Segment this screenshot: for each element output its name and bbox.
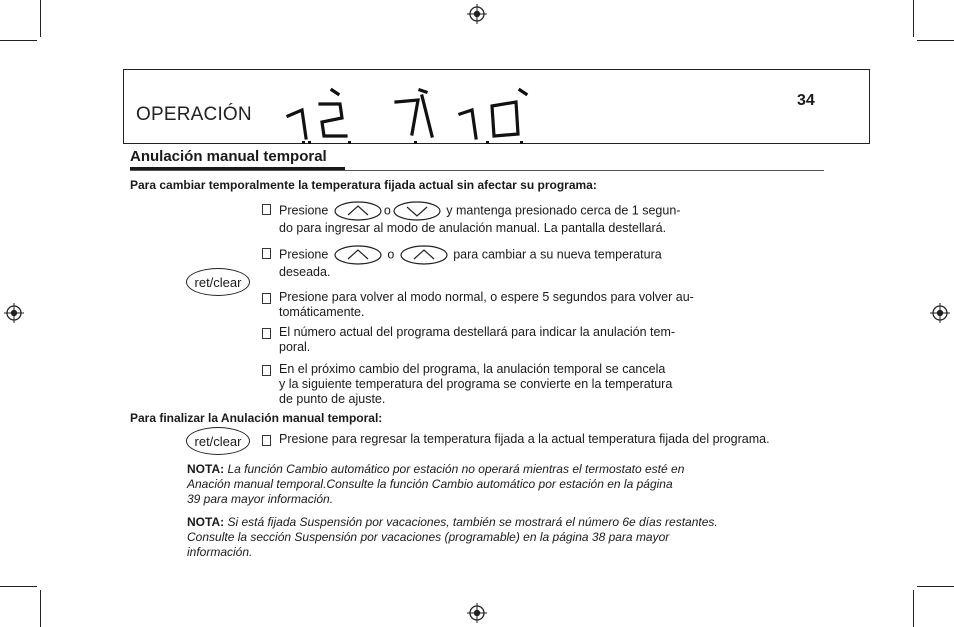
section-title: Anulación manual temporal xyxy=(130,148,327,165)
up-arrow-button-icon xyxy=(400,245,448,265)
note-label: NOTA: xyxy=(187,515,225,529)
crop-mark xyxy=(0,586,37,587)
bullet-box-icon xyxy=(262,435,271,446)
crop-mark xyxy=(917,586,954,587)
list-item xyxy=(262,290,839,320)
crop-mark xyxy=(913,590,914,627)
crop-mark xyxy=(917,40,954,41)
registration-mark-icon xyxy=(467,603,487,623)
ret-clear-button: ret/clear xyxy=(186,268,250,296)
page-number: 34 xyxy=(797,92,815,109)
bullet-text: Presione xyxy=(279,203,329,218)
note-text: información. xyxy=(187,545,253,559)
bullet-text: o xyxy=(387,247,395,262)
down-arrow-button-icon xyxy=(393,201,441,221)
note-text: 39 para mayor información. xyxy=(187,492,334,506)
note-text: Consulte la sección Suspensión por vacaciones (programable) en la página 38 para mayor xyxy=(187,530,670,544)
bullet-box-icon xyxy=(262,365,271,376)
bullet-text: o xyxy=(383,203,391,218)
crop-mark xyxy=(40,0,41,37)
bullet-text: de punto de ajuste. xyxy=(279,392,386,406)
bullet-box-icon xyxy=(262,328,271,339)
bullet-text: En el próximo cambio del programa, la anulación temporal se cancela xyxy=(279,362,666,376)
bullet-text: Presione xyxy=(279,247,329,262)
list-item xyxy=(262,325,819,355)
bullet-box-icon xyxy=(262,204,271,215)
registration-mark-icon xyxy=(467,4,487,24)
lcd-digits-graphic xyxy=(280,86,540,148)
note-text: La función Cambio automático por estación no operará mientras el termostato esté en xyxy=(227,462,685,476)
crop-mark xyxy=(913,0,914,37)
crop-mark xyxy=(40,590,41,627)
ret-clear-button: ret/clear xyxy=(186,427,250,455)
bullet-text: tomáticamente. xyxy=(279,305,365,319)
finish-intro: Para finalizar la Anulación manual temporal: xyxy=(130,411,383,425)
bullet-text: El número actual del programa destellará para indicar la anulación tem- xyxy=(279,325,676,339)
bullet-text: Presione para regresar la temperatura fijada a la actual temperatura fijada del programa. xyxy=(279,432,770,446)
bullet-text: y la siguiente temperatura del programa se convierte en la temperatura xyxy=(279,377,673,391)
bullet-box-icon xyxy=(262,293,271,304)
bullet-text: poral. xyxy=(279,340,311,354)
note xyxy=(187,515,787,560)
up-arrow-button-icon xyxy=(334,201,382,221)
bullet-text: deseada. xyxy=(279,265,331,279)
note-text: Si está fijada Suspensión por vacaciones, también se mostrará el número 6e días restantes. xyxy=(227,515,718,529)
section-intro: Para cambiar temporalmente la temperatura fijada actual sin afectar su programa: xyxy=(130,178,597,192)
bullet-box-icon xyxy=(262,248,271,259)
bullet-text: para cambiar a su nueva temperatura xyxy=(453,247,662,262)
section-rule xyxy=(130,170,824,171)
crop-mark xyxy=(0,40,37,41)
note xyxy=(187,462,787,507)
registration-mark-icon xyxy=(930,303,950,323)
page-title: OPERACIÓN xyxy=(136,104,252,125)
note-label: NOTA: xyxy=(187,462,225,476)
list-item xyxy=(262,201,819,236)
bullet-text: Presione para volver al modo normal, o espere 5 segundos para volver au- xyxy=(279,290,694,304)
up-arrow-button-icon xyxy=(334,245,382,265)
list-item xyxy=(262,245,819,280)
bullet-text: y mantenga presionado cerca de 1 segun- xyxy=(446,203,681,218)
list-item xyxy=(262,362,819,407)
bullet-text: do para ingresar al modo de anulación manual. La pantalla destellará. xyxy=(279,221,667,235)
list-item xyxy=(262,432,839,447)
registration-mark-icon xyxy=(4,303,24,323)
note-text: Anación manual temporal.Consulte la función Cambio automático por estación en la página xyxy=(187,477,673,491)
